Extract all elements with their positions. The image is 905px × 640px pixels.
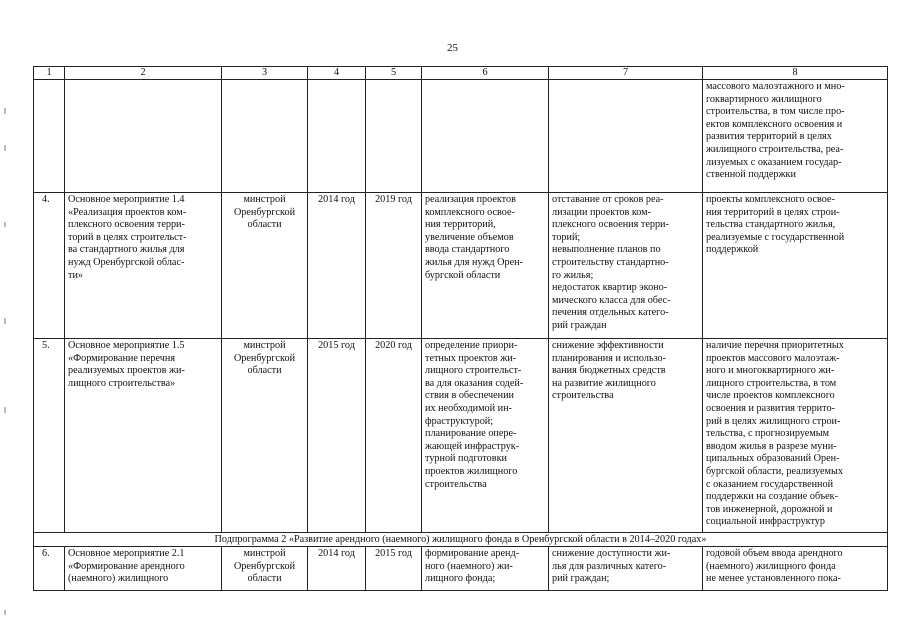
cell-consequences bbox=[549, 80, 703, 193]
subprogram-row bbox=[34, 533, 888, 547]
cell-consequences: отставание от сроков реа- лизации проектов ком- плексного освоения терри- торий; невыполнение планов по строительству стандартно- го жилья; недостаток квартир эконо- мического класса для обес- печения отдельных катего- рий граждан bbox=[549, 193, 703, 339]
cell-executor: минстрой Оренбургской области bbox=[222, 339, 308, 533]
table-row bbox=[34, 547, 888, 591]
page-number: 25 bbox=[447, 42, 458, 54]
cell-end bbox=[366, 80, 422, 193]
table-row bbox=[34, 193, 888, 339]
column-header: 6 bbox=[422, 67, 549, 80]
scan-artifact bbox=[4, 407, 6, 413]
column-header: 7 bbox=[549, 67, 703, 80]
cell-executor: минстрой Оренбургской области bbox=[222, 193, 308, 339]
cell-end: 2015 год bbox=[366, 547, 422, 591]
cell-num: 5. bbox=[34, 339, 65, 533]
cell-start: 2014 год bbox=[308, 193, 366, 339]
cell-indicators: наличие перечня приоритетных проектов массового малоэтаж- ного и многоквартирного жи- лищного строительства, в том числе проектов комплексного освоения и развития террито- рий в целях жилищного строи- тельства, с прогнозируемым вводом жилья в разрезе муни- ципальных образований Орен- бургской области, реализуемых с оказанием государственной поддержки на создание объек- тов инженерной, дорожной и социальной инфраструктур bbox=[703, 339, 888, 533]
cell-num: 4. bbox=[34, 193, 65, 339]
cell-result bbox=[422, 80, 549, 193]
column-header: 1 bbox=[34, 67, 65, 80]
cell-end: 2020 год bbox=[366, 339, 422, 533]
cell-consequences: снижение эффективности планирования и использо- вания бюджетных средств на развитие жилищного строительства bbox=[549, 339, 703, 533]
column-number-row bbox=[34, 67, 888, 80]
cell-num: 6. bbox=[34, 547, 65, 591]
cell-result: формирование аренд- ного (наемного) жи- лищного фонда; bbox=[422, 547, 549, 591]
cell-name: Основное мероприятие 1.5 «Формирование перечня реализуемых проектов жи- лищного строительства» bbox=[65, 339, 222, 533]
column-header: 5 bbox=[366, 67, 422, 80]
scan-artifact bbox=[4, 318, 6, 324]
column-header: 8 bbox=[703, 67, 888, 80]
cell-executor bbox=[222, 80, 308, 193]
activities-table bbox=[33, 66, 888, 591]
cell-name: Основное мероприятие 1.4 «Реализация проектов ком- плексного освоения терри- торий в целях строительст- ва стандартного жилья для нужд Оренбургской облас- ти» bbox=[65, 193, 222, 339]
scan-artifact bbox=[4, 222, 6, 227]
cell-start: 2014 год bbox=[308, 547, 366, 591]
cell-indicators: массового малоэтажного и мно- гоквартирного жилищного строительства, в том числе про- ектов комплексного освоения и развития территорий в целях жилищного строительства, реа- лизуемых с оказанием государ- ственной поддержки bbox=[703, 80, 888, 193]
subprogram-title: Подпрограмма 2 «Развитие арендного (наемного) жилищного фонда в Оренбургской области в 2014–2020 годах» bbox=[34, 533, 888, 547]
cell-name bbox=[65, 80, 222, 193]
cell-indicators: годовой объем ввода арендного (наемного) жилищного фонда не менее установленного пока- bbox=[703, 547, 888, 591]
table-row bbox=[34, 339, 888, 533]
cell-indicators: проекты комплексного освое- ния территорий в целях строи- тельства стандартного жилья, реализуемые с государственной поддержкой bbox=[703, 193, 888, 339]
column-header: 4 bbox=[308, 67, 366, 80]
scan-artifact bbox=[4, 610, 6, 615]
cell-start bbox=[308, 80, 366, 193]
cell-start: 2015 год bbox=[308, 339, 366, 533]
scan-artifact bbox=[4, 145, 6, 151]
table-row-continuation bbox=[34, 80, 888, 193]
cell-name: Основное мероприятие 2.1 «Формирование арендного (наемного) жилищного bbox=[65, 547, 222, 591]
cell-executor: минстрой Оренбургской области bbox=[222, 547, 308, 591]
cell-num bbox=[34, 80, 65, 193]
scan-artifact bbox=[4, 108, 6, 114]
cell-result: определение приори- тетных проектов жи- лищного строительст- ва для оказания содей- ствия в обеспечении их необходимой ин- фраструктурой; планирование опере- жающей инфраструк- турной подготовки проектов жилищного строительства bbox=[422, 339, 549, 533]
column-header: 2 bbox=[65, 67, 222, 80]
column-header: 3 bbox=[222, 67, 308, 80]
cell-result: реализация проектов комплексного освое- ния территорий, увеличение объемов ввода стандартного жилья для нужд Орен- бургской области bbox=[422, 193, 549, 339]
cell-consequences: снижение доступности жи- лья для различных катего- рий граждан; bbox=[549, 547, 703, 591]
cell-end: 2019 год bbox=[366, 193, 422, 339]
